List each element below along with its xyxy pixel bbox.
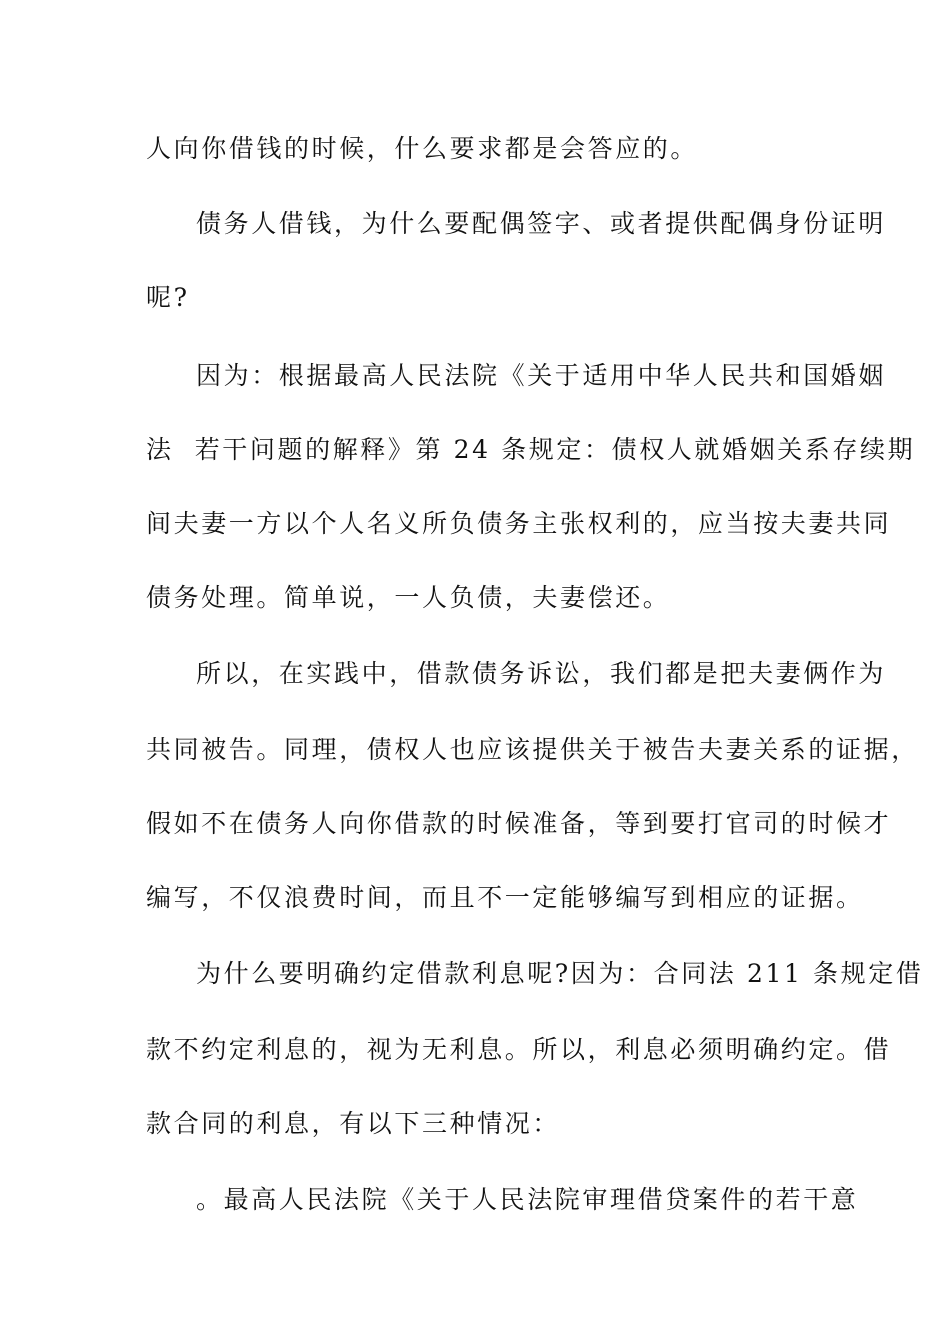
paragraph-first-line: 债务人借钱，为什么要配偶签字、或者提供配偶身份证明	[196, 209, 887, 238]
paragraph-first-line: 所以，在实践中，借款债务诉讼，我们都是把夫妻俩作为	[196, 659, 887, 688]
paragraph-first-line: 因为：根据最高人民法院《关于适用中华人民共和国婚姻	[196, 361, 887, 390]
text-line: 款不约定利息的，视为无利息。所以，利息必须明确约定。借	[146, 1035, 892, 1064]
text-line: 人向你借钱的时候，什么要求都是会答应的。	[146, 134, 699, 163]
text-line: 间夫妻一方以个人名义所负债务主张权利的，应当按夫妻共同	[146, 509, 892, 538]
text-line: 款合同的利息，有以下三种情况：	[146, 1109, 561, 1138]
paragraph-first-line: 。最高人民法院《关于人民法院审理借贷案件的若干意	[196, 1185, 859, 1214]
text-line: 编写，不仅浪费时间，而且不一定能够编写到相应的证据。	[146, 883, 864, 912]
text-line: 呢?	[146, 283, 190, 312]
text-line: 假如不在债务人向你借款的时候准备，等到要打官司的时候才	[146, 809, 892, 838]
text-line: 共同被告。同理，债权人也应该提供关于被告夫妻关系的证据，	[146, 735, 919, 764]
text-line: 债务处理。简单说，一人负债，夫妻偿还。	[146, 583, 671, 612]
text-line: 法 若干问题的解释》第 24 条规定：债权人就婚姻关系存续期	[146, 435, 916, 464]
paragraph-first-line: 为什么要明确约定借款利息呢?因为：合同法 211 条规定借	[196, 959, 924, 988]
